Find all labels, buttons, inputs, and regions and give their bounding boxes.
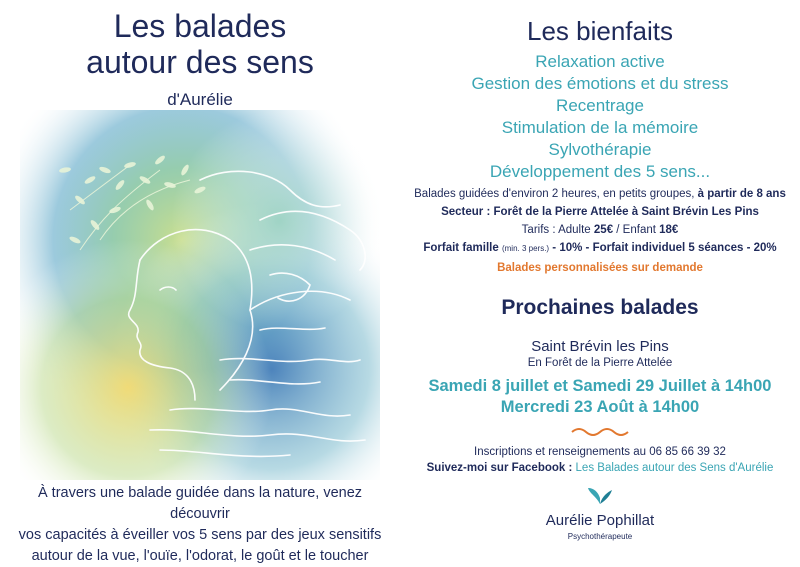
info-sector-value: Forêt de la Pierre Attelée à Saint Brévin Les Pins [493, 206, 759, 218]
subtitle: d'Aurélie [167, 90, 233, 109]
info-individual-discount: - 20% [746, 242, 777, 254]
contact-label: Inscriptions et renseignements au [474, 446, 650, 458]
contact-phone[interactable]: 06 85 66 39 32 [649, 446, 726, 458]
author-role: Psychothérapeute [567, 532, 633, 541]
facebook-label: Suivez-moi sur Facebook : [426, 462, 576, 474]
info-family-discount: - 10% [549, 242, 583, 254]
info-sector [400, 206, 800, 218]
walk-date-2: Mercredi 23 Août à 14h00 [500, 398, 700, 416]
info-price-child: 18€ [659, 224, 679, 236]
intro-line-1: À travers une balade guidée dans la nature, venez découvrir [37, 485, 363, 522]
info-family-min: (min. 3 pers.) [501, 244, 550, 253]
info-prices-sep: / Enfant [613, 224, 660, 236]
title-line-1: Les balades [113, 8, 287, 44]
info-duration [400, 188, 800, 200]
left-panel [0, 0, 400, 563]
intro-line-3: autour de la vue, l'ouïe, l'odorat, le goût et le toucher [31, 548, 369, 564]
benefit-item: Sylvothérapie [548, 140, 652, 159]
benefit-item: Relaxation active [535, 52, 665, 71]
info-sector-label: Secteur : [441, 206, 494, 218]
facebook-link[interactable]: Les Balades autour des Sens d'Aurélie [575, 462, 774, 474]
right-panel [400, 0, 800, 563]
face-illustration [20, 110, 380, 480]
intro-text [10, 483, 390, 567]
walk-place: Saint Brévin les Pins [531, 338, 669, 355]
info-prices [400, 224, 800, 236]
next-walks-title: Prochaines balades [501, 296, 699, 319]
info-duration-text: Balades guidées d'environ 2 heures, en petits groupes, [414, 188, 698, 200]
benefit-item: Développement des 5 sens... [489, 162, 711, 181]
benefit-item: Recentrage [556, 96, 644, 115]
benefit-item: Stimulation de la mémoire [501, 118, 699, 137]
walk-date-1: Samedi 8 juillet et Samedi 29 Juillet à 14h00 [428, 377, 772, 395]
benefit-item: Gestion des émotions et du stress [471, 74, 729, 93]
info-prices-text: Tarifs : Adulte [521, 224, 594, 236]
benefits-title: Les bienfaits [527, 16, 673, 46]
facebook-line [400, 462, 800, 474]
info-packages [400, 242, 800, 254]
wave-divider-icon [570, 426, 630, 438]
info-family-label: Forfait famille [423, 242, 502, 254]
title-line-2: autour des sens [86, 44, 314, 80]
butterfly-logo-icon [586, 484, 614, 508]
info-individual-label: - Forfait individuel 5 séances [582, 242, 747, 254]
contact-line [400, 446, 800, 458]
info-age: à partir de 8 ans [697, 188, 786, 200]
info-custom: Balades personnalisées sur demande [497, 262, 703, 274]
author-name: Aurélie Pophillat [545, 512, 655, 529]
walk-place-sub: En Forêt de la Pierre Attelée [527, 357, 673, 369]
intro-line-2: vos capacités à éveiller vos 5 sens par des jeux sensitifs [18, 527, 382, 543]
info-price-adult: 25€ [593, 224, 614, 236]
